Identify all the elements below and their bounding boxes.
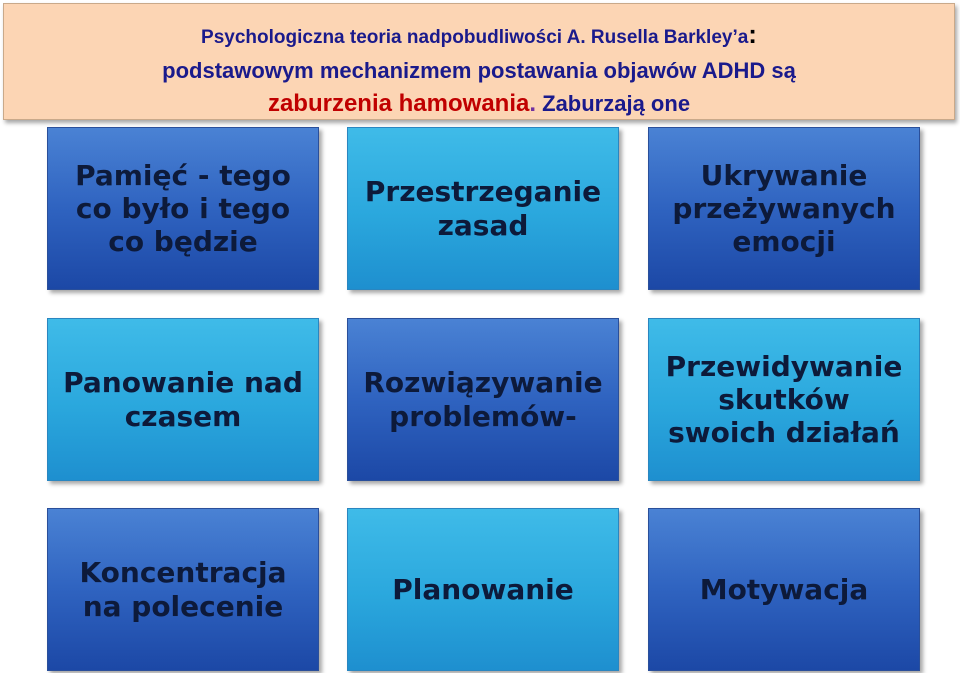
- banner-tail: Zaburzają one: [536, 91, 691, 116]
- banner-dot: .: [529, 90, 537, 117]
- tile-rules: Przestrzeganie zasad: [347, 127, 619, 290]
- tile-problems: Rozwiązywanie problemów-: [347, 318, 619, 481]
- tile-memory: Pamięć - tego co było i tego co będzie: [47, 127, 319, 290]
- title-banner: [3, 3, 955, 120]
- tile-consequences: Przewidywanie skutków swoich działań: [648, 318, 920, 481]
- banner-highlight: zaburzenia hamowania: [267, 90, 530, 117]
- tile-motivation: Motywacja: [648, 508, 920, 671]
- banner-line-2: podstawowym mechanizmem postawania objawów ADHD są: [162, 58, 796, 83]
- tile-emotions: Ukrywanie przeżywanych emocji: [648, 127, 920, 290]
- banner-title: Psychologiczna teoria nadpobudliwości A. Rusella Barkley’a: [201, 27, 749, 48]
- tile-concentration: Koncentracja na polecenie: [47, 508, 319, 671]
- banner-line-1: [4, 19, 954, 50]
- banner-line-3: [4, 90, 954, 118]
- tile-time: Panowanie nad czasem: [47, 318, 319, 481]
- banner-colon: :: [748, 19, 757, 49]
- tile-planning: Planowanie: [347, 508, 619, 671]
